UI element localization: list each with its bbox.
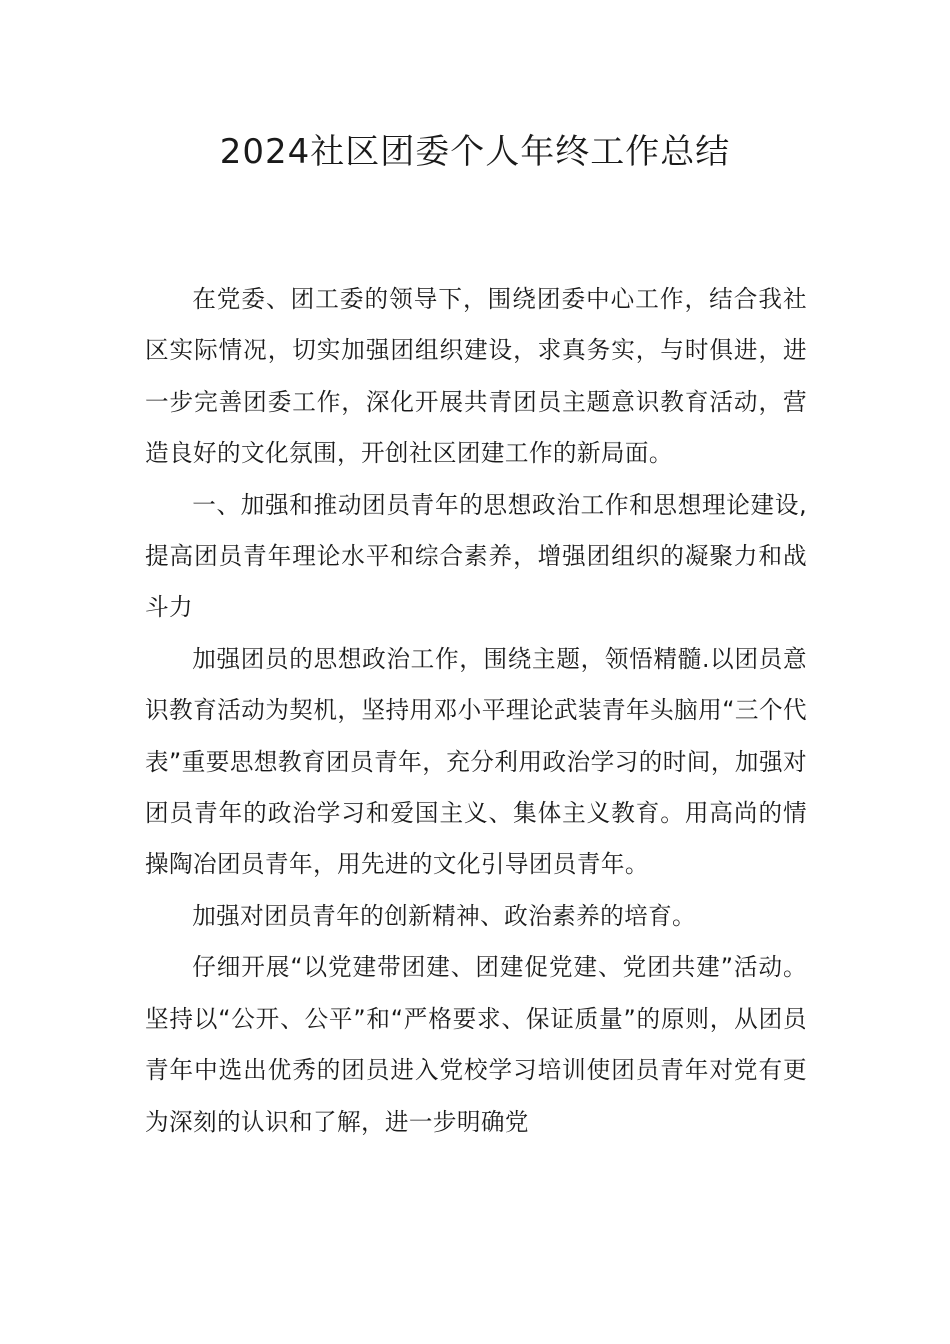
paragraph-section-heading-1: 一、加强和推动团员青年的思想政治工作和思想理论建设,提高团员青年理论水平和综合素养，增强团组织的凝聚力和战斗力 xyxy=(145,490,807,622)
paragraph-party-building: 仔细开展“以党建带团建、团建促党建、党团共建”活动。坚持以“公开、公平”和“严格要求、保证质量”的原则，从团员青年中选出优秀的团员进入党校学习培训使团员青年对党有更为深刻的认识和了解，进一步明确党 xyxy=(145,953,807,1136)
paragraph-intro: 在党委、团工委的领导下，围绕团委中心工作，结合我社区实际情况，切实加强团组织建设，求真务实，与时俱进，进一步完善团委工作，深化开展共青团员主题意识教育活动，营造良好的文化氛围，开创社区团建工作的新局面。 xyxy=(145,285,807,468)
paragraph-ideological-work: 加强团员的思想政治工作，围绕主题，领悟精髓.以团员意识教育活动为契机，坚持用邓小平理论武装青年头脑用“三个代表”重要思想教育团员青年，充分利用政治学习的时间，加强对团员青年的政治学习和爱国主义、集体主义教育。用高尚的情操陶冶团员青年，用先进的文化引导团员青年。 xyxy=(145,644,807,879)
document-body xyxy=(145,274,807,1148)
document-title: 2024社区团委个人年终工作总结 xyxy=(219,132,731,172)
paragraph-innovation: 加强对团员青年的创新精神、政治素养的培育。 xyxy=(192,901,697,930)
